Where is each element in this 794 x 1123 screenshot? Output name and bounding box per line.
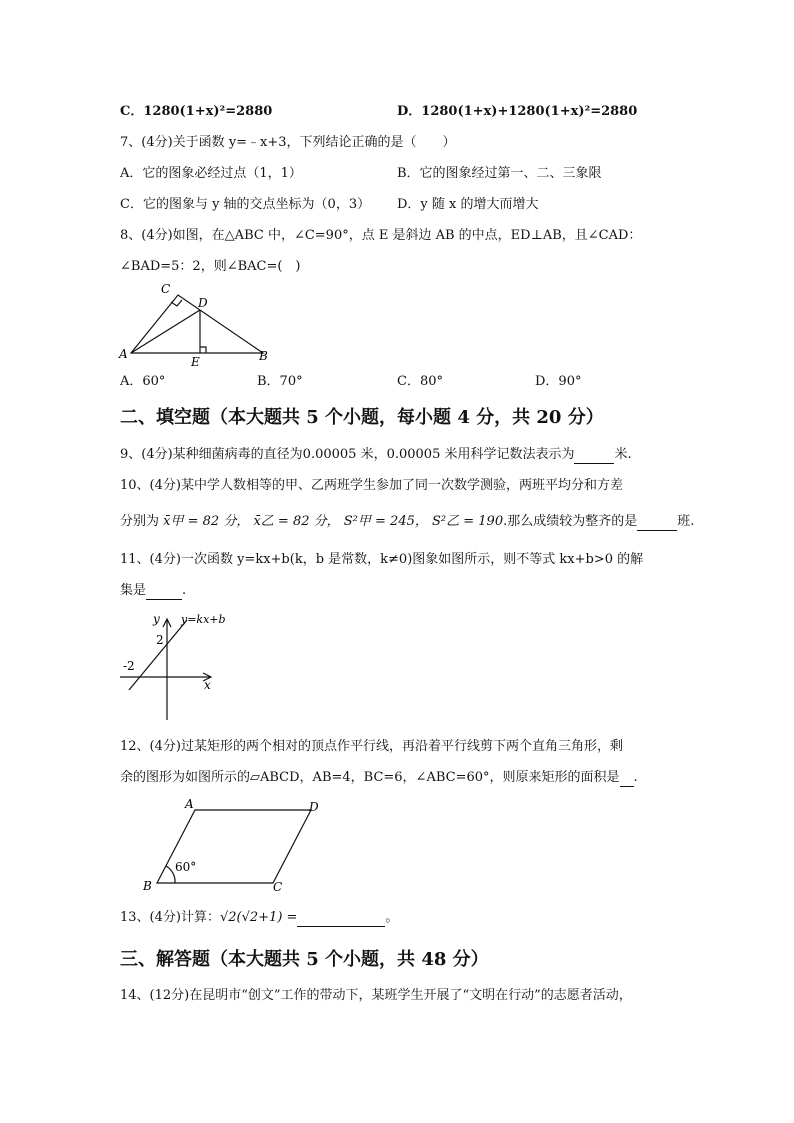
q7-stem: 7、(4分)关于函数 y=﹣x+3，下列结论正确的是（ ） (120, 135, 456, 150)
y-intercept-label: 2 (156, 633, 164, 647)
q12-parallelogram-figure (135, 795, 335, 895)
q12-stem: 余的图形为如图所示的▱ABCD，AB=4，BC=6，∠ABC=60°，则原来矩形的面积是 (120, 770, 620, 785)
label-b: B (143, 879, 152, 893)
q10-tail: 班. (677, 514, 695, 529)
q6-option-d: D．1280(1+x)+1280(1+x)²=2880 (397, 104, 638, 119)
q12-answer-blank[interactable] (620, 772, 634, 787)
label-a: A (185, 797, 194, 811)
q7-option-c: C．它的图象与 y 轴的交点坐标为（0，3） (120, 197, 371, 212)
x-intercept-label: -2 (123, 659, 135, 673)
q9-tail: 米. (614, 447, 632, 462)
q13-text (120, 909, 398, 927)
q10-line1: 10、(4分)某中学人数相等的甲、乙两班学生参加了同一次数学测验，两班平均分和方差 (120, 478, 623, 493)
q12-line1: 12、(4分)过某矩形的两个相对的顶点作平行线，再沿着平行线剪下两个直角三角形，剩 (120, 739, 623, 754)
q13-prefix: 13、(4分)计算： (120, 910, 220, 925)
q9-text (120, 446, 632, 464)
label-a: A (119, 347, 128, 361)
q13-tail: 。 (385, 910, 399, 925)
section2-title: 二、填空题（本大题共 5 个小题，每小题 4 分，共 20 分） (120, 407, 604, 428)
q7-option-a: A．它的图象必经过点（1，1） (120, 166, 302, 181)
q11-prefix: 集是 (120, 583, 147, 598)
line-label: y=kx+b (181, 613, 226, 626)
q8-stem-line2: ∠BAD=5：2，则∠BAC=( ) (120, 259, 301, 274)
label-e: E (191, 355, 200, 369)
q14-text: 14、(12分)在昆明市“创文”工作的带动下，某班学生开展了“文明在行动”的志愿者活动， (120, 988, 632, 1003)
q6-option-c: C．1280(1+x)²=2880 (120, 104, 273, 119)
q10-answer-blank[interactable] (637, 516, 677, 531)
q12-line2 (120, 769, 638, 787)
label-d: D (309, 800, 319, 814)
q12-tail: . (633, 770, 638, 785)
q8-triangle-figure (115, 280, 285, 370)
q7-option-b: B．它的图象经过第一、二、三象限 (397, 166, 602, 181)
angle-label: 60° (175, 860, 197, 874)
q11-line1: 11、(4分)一次函数 y=kx+b(k，b 是常数，k≠0)图象如图所示，则不等式 kx+b>0 的解 (120, 552, 644, 567)
triangle-abc (131, 295, 263, 353)
q11-line2 (120, 582, 186, 600)
segment-ad (131, 310, 200, 353)
function-line (129, 620, 187, 690)
label-c: C (161, 282, 171, 296)
q10-suffix: .那么成绩较为整齐的是 (503, 514, 638, 529)
right-angle-e (200, 347, 206, 353)
q8-option-c: C．80° (397, 374, 443, 389)
q10-mean-jia: x̄甲 = 82 分， (163, 514, 250, 529)
q9-answer-blank[interactable] (574, 449, 614, 464)
q13-answer-blank[interactable] (297, 912, 385, 927)
q8-option-a: A．60° (120, 374, 166, 389)
q11-tail: . (182, 583, 187, 598)
q8-option-d: D．90° (535, 374, 582, 389)
x-axis-label: x (204, 678, 211, 692)
q8-stem-line1: 8、(4分)如图，在△ABC 中，∠C=90°，点 E 是斜边 AB 的中点，ED⊥AB，且∠CAD： (120, 228, 642, 243)
q8-option-b: B．70° (257, 374, 303, 389)
q7-option-d: D．y 随 x 的增大而增大 (397, 197, 539, 212)
y-axis-label: y (153, 612, 160, 626)
section3-title: 三、解答题（本大题共 5 个小题，共 48 分） (120, 949, 489, 970)
q9-stem: 9、(4分)某种细菌病毒的直径为0.00005 米，0.00005 米用科学记数法表示为 (120, 447, 575, 462)
label-d: D (198, 296, 208, 310)
q13-expr: √2(√2+1) = (219, 910, 298, 925)
q11-answer-blank[interactable] (146, 585, 182, 600)
q10-mean-yi: x̄乙 = 82 分， (253, 514, 340, 529)
q10-var-jia: S²甲 = 245， (343, 514, 428, 529)
label-b: B (259, 349, 268, 363)
q10-line2 (120, 513, 694, 531)
q11-graph-figure (115, 610, 235, 725)
q10-prefix: 分别为 (120, 514, 160, 529)
angle-b-arc (166, 866, 175, 883)
label-c: C (273, 880, 283, 894)
q10-var-yi: S²乙 = 190 (432, 514, 504, 529)
